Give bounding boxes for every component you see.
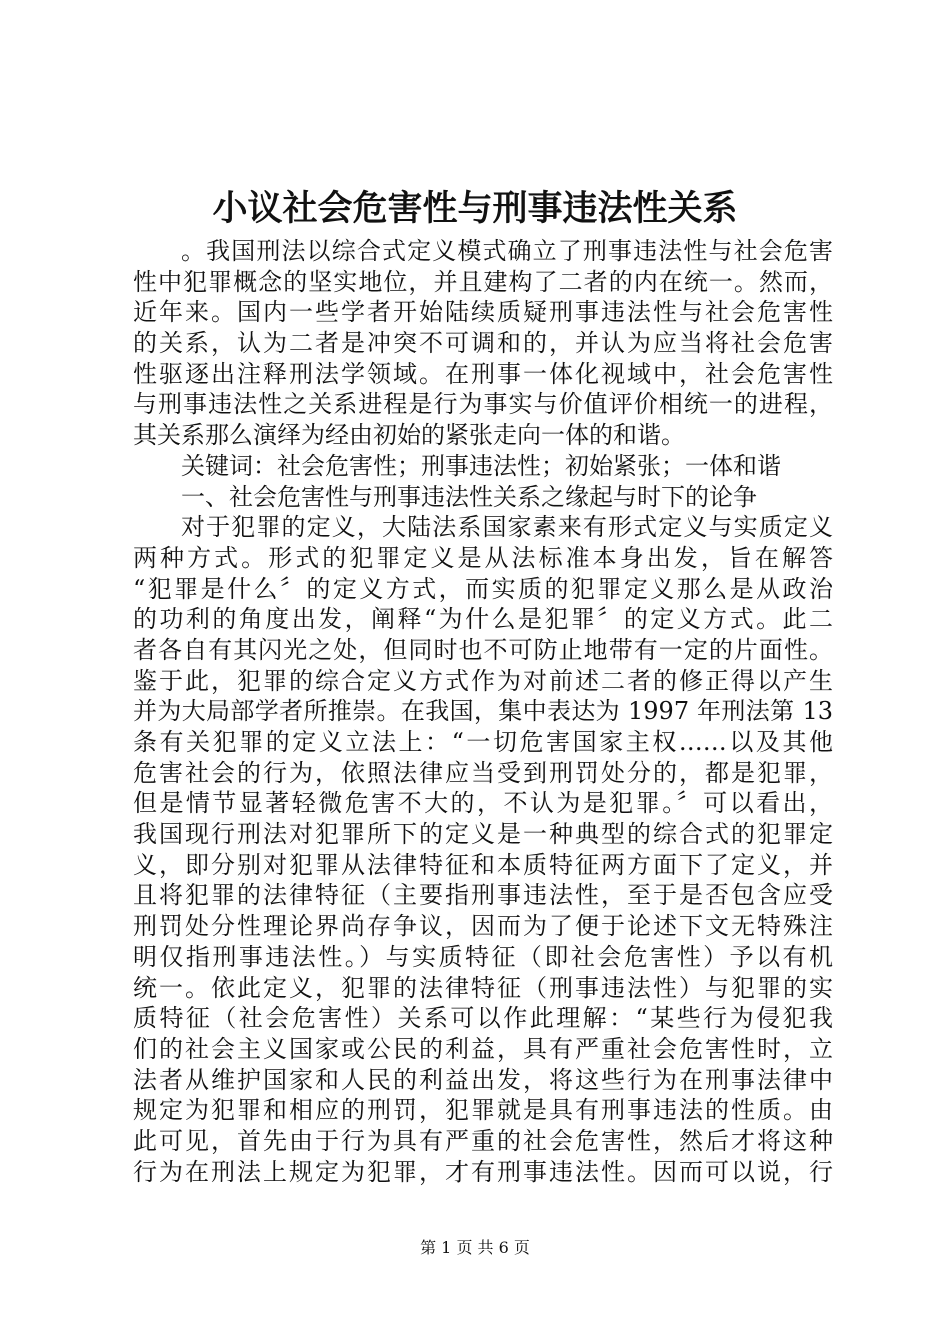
- paragraph-line: 法者从维护国家和人民的利益出发，将这些行为在刑事法律中: [133, 1065, 833, 1094]
- paragraph-line: 性驱逐出注释刑法学领域。在刑事一体化视域中，社会危害性: [133, 359, 833, 388]
- paragraph-line: 刑罚处分性理论界尚存争议，因而为了便于论述下文无特殊注: [133, 912, 833, 941]
- page-number-footer: 第 1 页 共 6 页: [420, 1238, 530, 1257]
- paragraph-line: 们的社会主义国家或公民的利益，具有严重社会危害性时，立: [133, 1034, 833, 1063]
- paragraph-line: 危害社会的行为，依照法律应当受到刑罚处分的，都是犯罪，: [133, 758, 833, 787]
- paragraph-line: 规定为犯罪和相应的刑罚，犯罪就是具有刑事违法的性质。由: [133, 1096, 833, 1125]
- section-heading: 一、社会危害性与刑事违法性关系之缘起与时下的论争: [181, 482, 757, 511]
- keywords-line: 关键词：社会危害性；刑事违法性；初始紧张；一体和谐: [181, 451, 781, 480]
- paragraph-line: 此可见，首先由于行为具有严重的社会危害性，然后才将这种: [133, 1126, 833, 1155]
- paragraph-line: 的关系，认为二者是冲突不可调和的，并认为应当将社会危害: [133, 329, 833, 358]
- paragraph-line: 明仅指刑事违法性。）与实质特征（即社会危害性）予以有机: [133, 942, 833, 971]
- paragraph-line: 且将犯罪的法律特征（主要指刑事违法性，至于是否包含应受: [133, 881, 833, 910]
- paragraph-line: 义，即分别对犯罪从法律特征和本质特征两方面下了定义，并: [133, 850, 833, 879]
- paragraph-line: 性中犯罪概念的坚实地位，并且建构了二者的内在统一。然而，: [133, 267, 833, 296]
- paragraph-line: 我国现行刑法对犯罪所下的定义是一种典型的综合式的犯罪定: [133, 820, 833, 849]
- paragraph-line: 质特征（社会危害性）关系可以作此理解：“某些行为侵犯我: [133, 1004, 833, 1033]
- paragraph-line: 对于犯罪的定义，大陆法系国家素来有形式定义与实质定义: [181, 513, 833, 542]
- paragraph-line: 的功利的角度出发，阐释“为什么是犯罪〞的定义方式。此二: [133, 605, 833, 634]
- paragraph-line: 并为大局部学者所推崇。在我国，集中表达为 1997 年刑法第 13: [133, 697, 833, 726]
- paragraph-line: 但是情节显著轻微危害不大的，不认为是犯罪。〞可以看出，: [133, 789, 833, 818]
- paragraph-line: 条有关犯罪的定义立法上：“一切危害国家主权……以及其他: [133, 728, 833, 756]
- paragraph-line: 近年来。国内一些学者开始陆续质疑刑事违法性与社会危害性: [133, 298, 833, 327]
- document-body: [133, 236, 833, 1187]
- paragraph-line: 。我国刑法以综合式定义模式确立了刑事违法性与社会危害: [181, 237, 833, 265]
- paragraph-line: 者各自有其闪光之处，但同时也不可防止地带有一定的片面性。: [133, 635, 833, 664]
- paragraph-line: 鉴于此，犯罪的综合定义方式作为对前述二者的修正得以产生: [133, 666, 833, 695]
- paragraph-line: 与刑事违法性之关系进程是行为事实与价值评价相统一的进程，: [133, 390, 833, 419]
- paragraph-line: 两种方式。形式的犯罪定义是从法标准本身出发，旨在解答: [133, 543, 833, 572]
- paragraph-line: 其关系那么演绎为经由初始的紧张走向一体的和谐。: [133, 421, 685, 450]
- document-title: 小议社会危害性与刑事违法性关系: [212, 189, 738, 229]
- paragraph-line: “犯罪是什么〞的定义方式，而实质的犯罪定义那么是从政治: [133, 574, 833, 603]
- paragraph-line: 行为在刑法上规定为犯罪，才有刑事违法性。因而可以说，行: [133, 1157, 833, 1186]
- paragraph-line: 统一。依此定义，犯罪的法律特征（刑事违法性）与犯罪的实: [133, 973, 833, 1002]
